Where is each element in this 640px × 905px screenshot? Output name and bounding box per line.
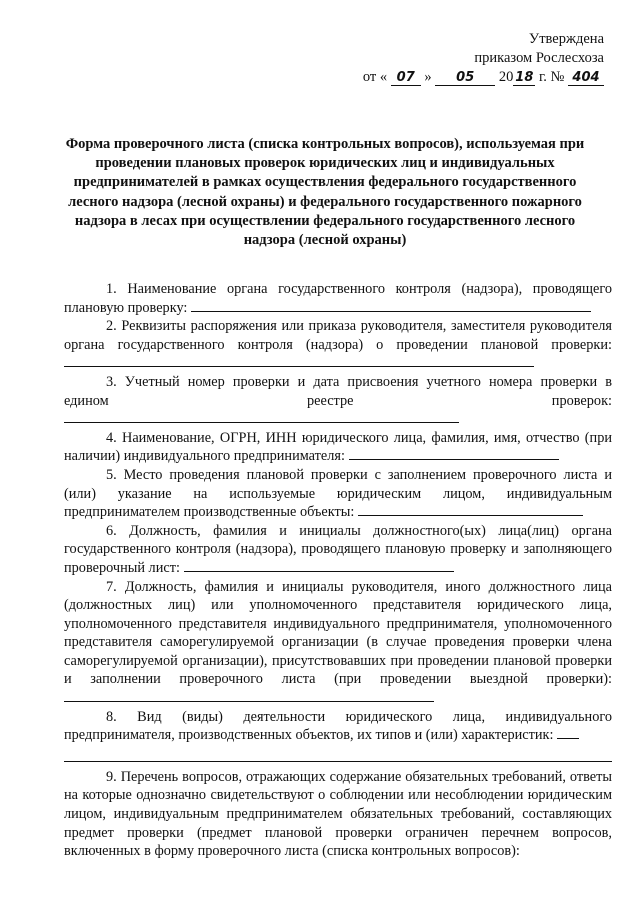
handwritten-day: 07 <box>391 70 421 86</box>
item-9 <box>64 768 612 861</box>
item-7-text: 7. Должность, фамилия и инициалы руководителя, иного должностного лица (должностных лиц) или уполномоченного представителя юридического лица, уполномоченного представителя индивидуального предпринимателя, уполномоченного представителя саморегулируемой организации (в случае проведения проверки члена саморегулируемой организации), присутствовавших при проведении плановой проверки и заполнении проверочного листа (при проведении выездной проверки): <box>64 578 612 688</box>
item-3 <box>64 373 612 429</box>
item-3-blank <box>64 410 459 423</box>
item-4-blank <box>349 447 559 460</box>
approval-block <box>363 30 604 87</box>
item-8-blank-line <box>64 745 612 762</box>
handwritten-month: 05 <box>435 70 495 86</box>
item-8-blank <box>557 726 579 739</box>
date-mid: » <box>424 69 432 85</box>
item-5 <box>64 466 612 522</box>
item-6 <box>64 522 612 578</box>
item-1 <box>64 280 612 317</box>
item-6-text: 6. Должность, фамилия и инициалы должностного(ых) лица(лиц) органа государственного контроля (надзора), проводящего плановую проверку и заполняющего проверочный лист: <box>64 522 612 576</box>
handwritten-number: 404 <box>568 70 604 86</box>
form-title: Форма проверочного листа (списка контрольных вопросов), используемая при проведении плановых проверок юридических лиц и индивидуальных предпринимателей в рамках осуществления федерального государственного лесного надзора (лесной охраны) и федерального государственного пожарного надзора в лесах при осуществлении федерального государственного лесного надзора (лесной охраны) <box>65 136 585 249</box>
date-prefix: от « <box>362 69 388 85</box>
item-4-text: 4. Наименование, ОГРН, ИНН юридического лица, фамилия, имя, отчество (при наличии) индивидуального предпринимателя: <box>64 429 612 465</box>
year-prefix: 20 <box>498 69 514 85</box>
item-3-text: 3. Учетный номер проверки и дата присвоения учетного номера проверки в едином реестре проверок: <box>64 373 612 409</box>
item-4 <box>64 429 612 466</box>
number-prefix: г. № <box>538 69 565 85</box>
form-items <box>64 280 612 861</box>
item-2 <box>64 317 612 373</box>
approval-line-1: Утверждена <box>528 31 604 47</box>
item-7-blank <box>64 689 434 702</box>
approval-date-line <box>363 68 604 87</box>
item-5-text: 5. Место проведения плановой проверки с заполнением проверочного листа и (или) указание на используемые юридическим лицом, индивидуальным предпринимателем производственные объекты: <box>64 466 612 521</box>
approval-line-2: приказом Рослесхоза <box>474 50 604 66</box>
item-1-text: 1. Наименование органа государственного контроля (надзора), проводящего плановую проверку: <box>64 281 612 316</box>
handwritten-year: 18 <box>515 70 534 85</box>
item-2-blank <box>64 354 534 367</box>
item-5-blank <box>358 503 583 516</box>
item-2-text: 2. Реквизиты распоряжения или приказа руководителя, заместителя руководителя органа государственного контроля (надзора) о проведении плановой проверки: <box>64 318 612 353</box>
item-9-text: 9. Перечень вопросов, отражающих содержание обязательных требований, ответы на которые однозначно свидетельствуют о соблюдении или несоблюдении юридическим лицом, индивидуальным предпринимателем обязательных требований, составляющих предмет проверки (предмет плановой проверки ограничен перечнем вопросов, включенных в форму проверочного листа (списка контрольных вопросов): <box>64 768 612 860</box>
item-8-text: 8. Вид (виды) деятельности юридического лица, индивидуального предпринимателя, производственных объектов, их типов и (или) характеристик: <box>64 708 612 744</box>
item-1-blank <box>191 299 591 312</box>
item-6-blank <box>184 559 454 572</box>
item-8 <box>64 708 612 745</box>
item-7 <box>64 578 612 708</box>
